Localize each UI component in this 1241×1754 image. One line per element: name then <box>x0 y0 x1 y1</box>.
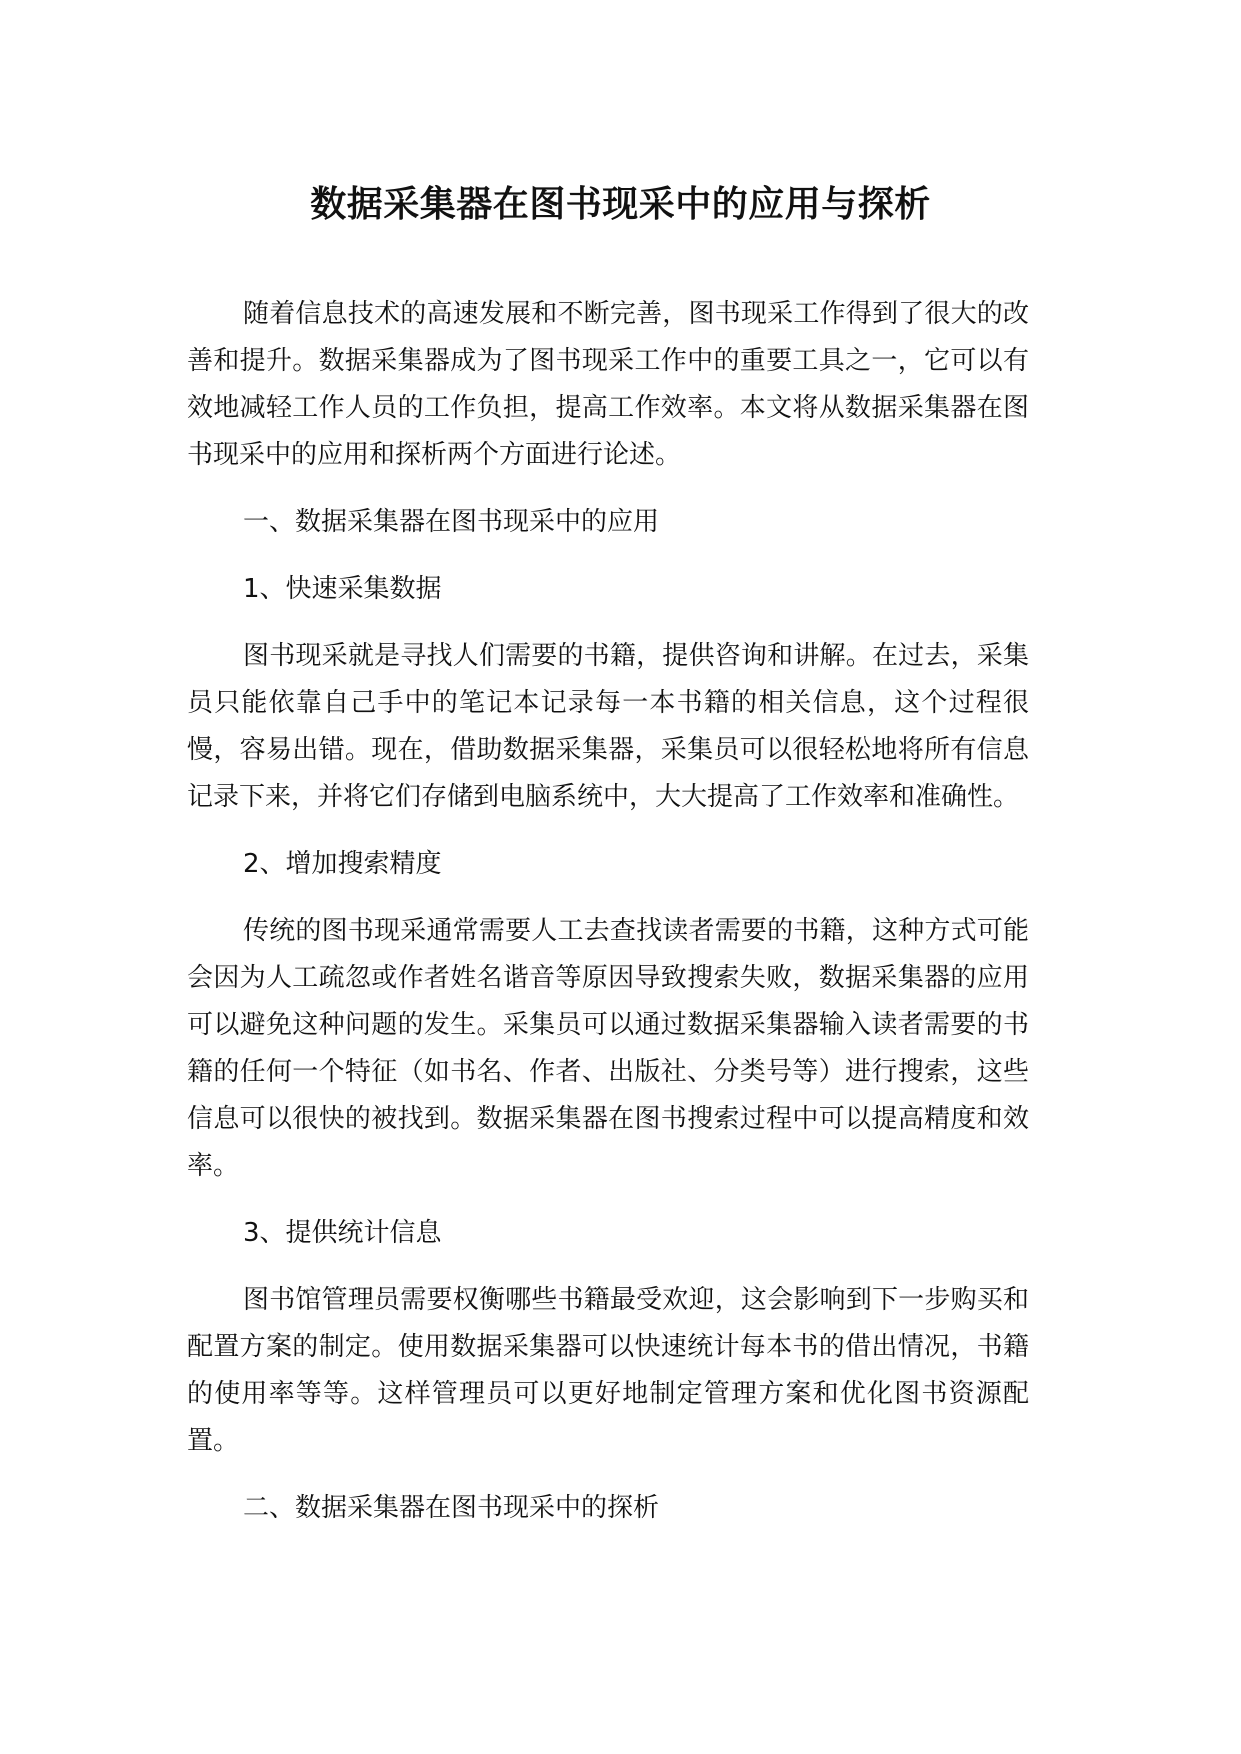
subheading-statistics: 3、提供统计信息 <box>243 1218 442 1248</box>
paragraph-intro: 随着信息技术的高速发展和不断完善，图书现采工作得到了很大的改善和提升。数据采集器成为了图书现采工作中的重要工具之一，它可以有效地减轻工作人员的工作负担，提高工作效率。本文将从数据采集器在图书现采中的应用和探析两个方面进行论述。 <box>187 299 1029 470</box>
document-body <box>187 291 1029 1552</box>
section-heading-analysis: 二、数据采集器在图书现采中的探析 <box>243 1493 660 1523</box>
subheading-search-precision: 2、增加搜索精度 <box>243 849 442 879</box>
document-title: 数据采集器在图书现采中的应用与探析 <box>310 184 931 225</box>
paragraph-statistics: 图书馆管理员需要权衡哪些书籍最受欢迎，这会影响到下一步购买和配置方案的制定。使用数据采集器可以快速统计每本书的借出情况，书籍的使用率等等。这样管理员可以更好地制定管理方案和优化图书资源配置。 <box>187 1285 1029 1456</box>
subheading-fast-collection: 1、快速采集数据 <box>243 574 442 604</box>
paragraph-search-precision: 传统的图书现采通常需要人工去查找读者需要的书籍，这种方式可能会因为人工疏忽或作者姓名谐音等原因导致搜索失败，数据采集器的应用可以避免这种问题的发生。采集员可以通过数据采集器输入读者需要的书籍的任何一个特征（如书名、作者、出版社、分类号等）进行搜索，这些信息可以很快的被找到。数据采集器在图书搜索过程中可以提高精度和效率。 <box>187 916 1029 1181</box>
paragraph-fast-collection: 图书现采就是寻找人们需要的书籍，提供咨询和讲解。在过去，采集员只能依靠自己手中的笔记本记录每一本书籍的相关信息，这个过程很慢，容易出错。现在，借助数据采集器，采集员可以很轻松地将所有信息记录下来，并将它们存储到电脑系统中，大大提高了工作效率和准确性。 <box>187 641 1029 812</box>
section-heading-application: 一、数据采集器在图书现采中的应用 <box>243 507 660 537</box>
